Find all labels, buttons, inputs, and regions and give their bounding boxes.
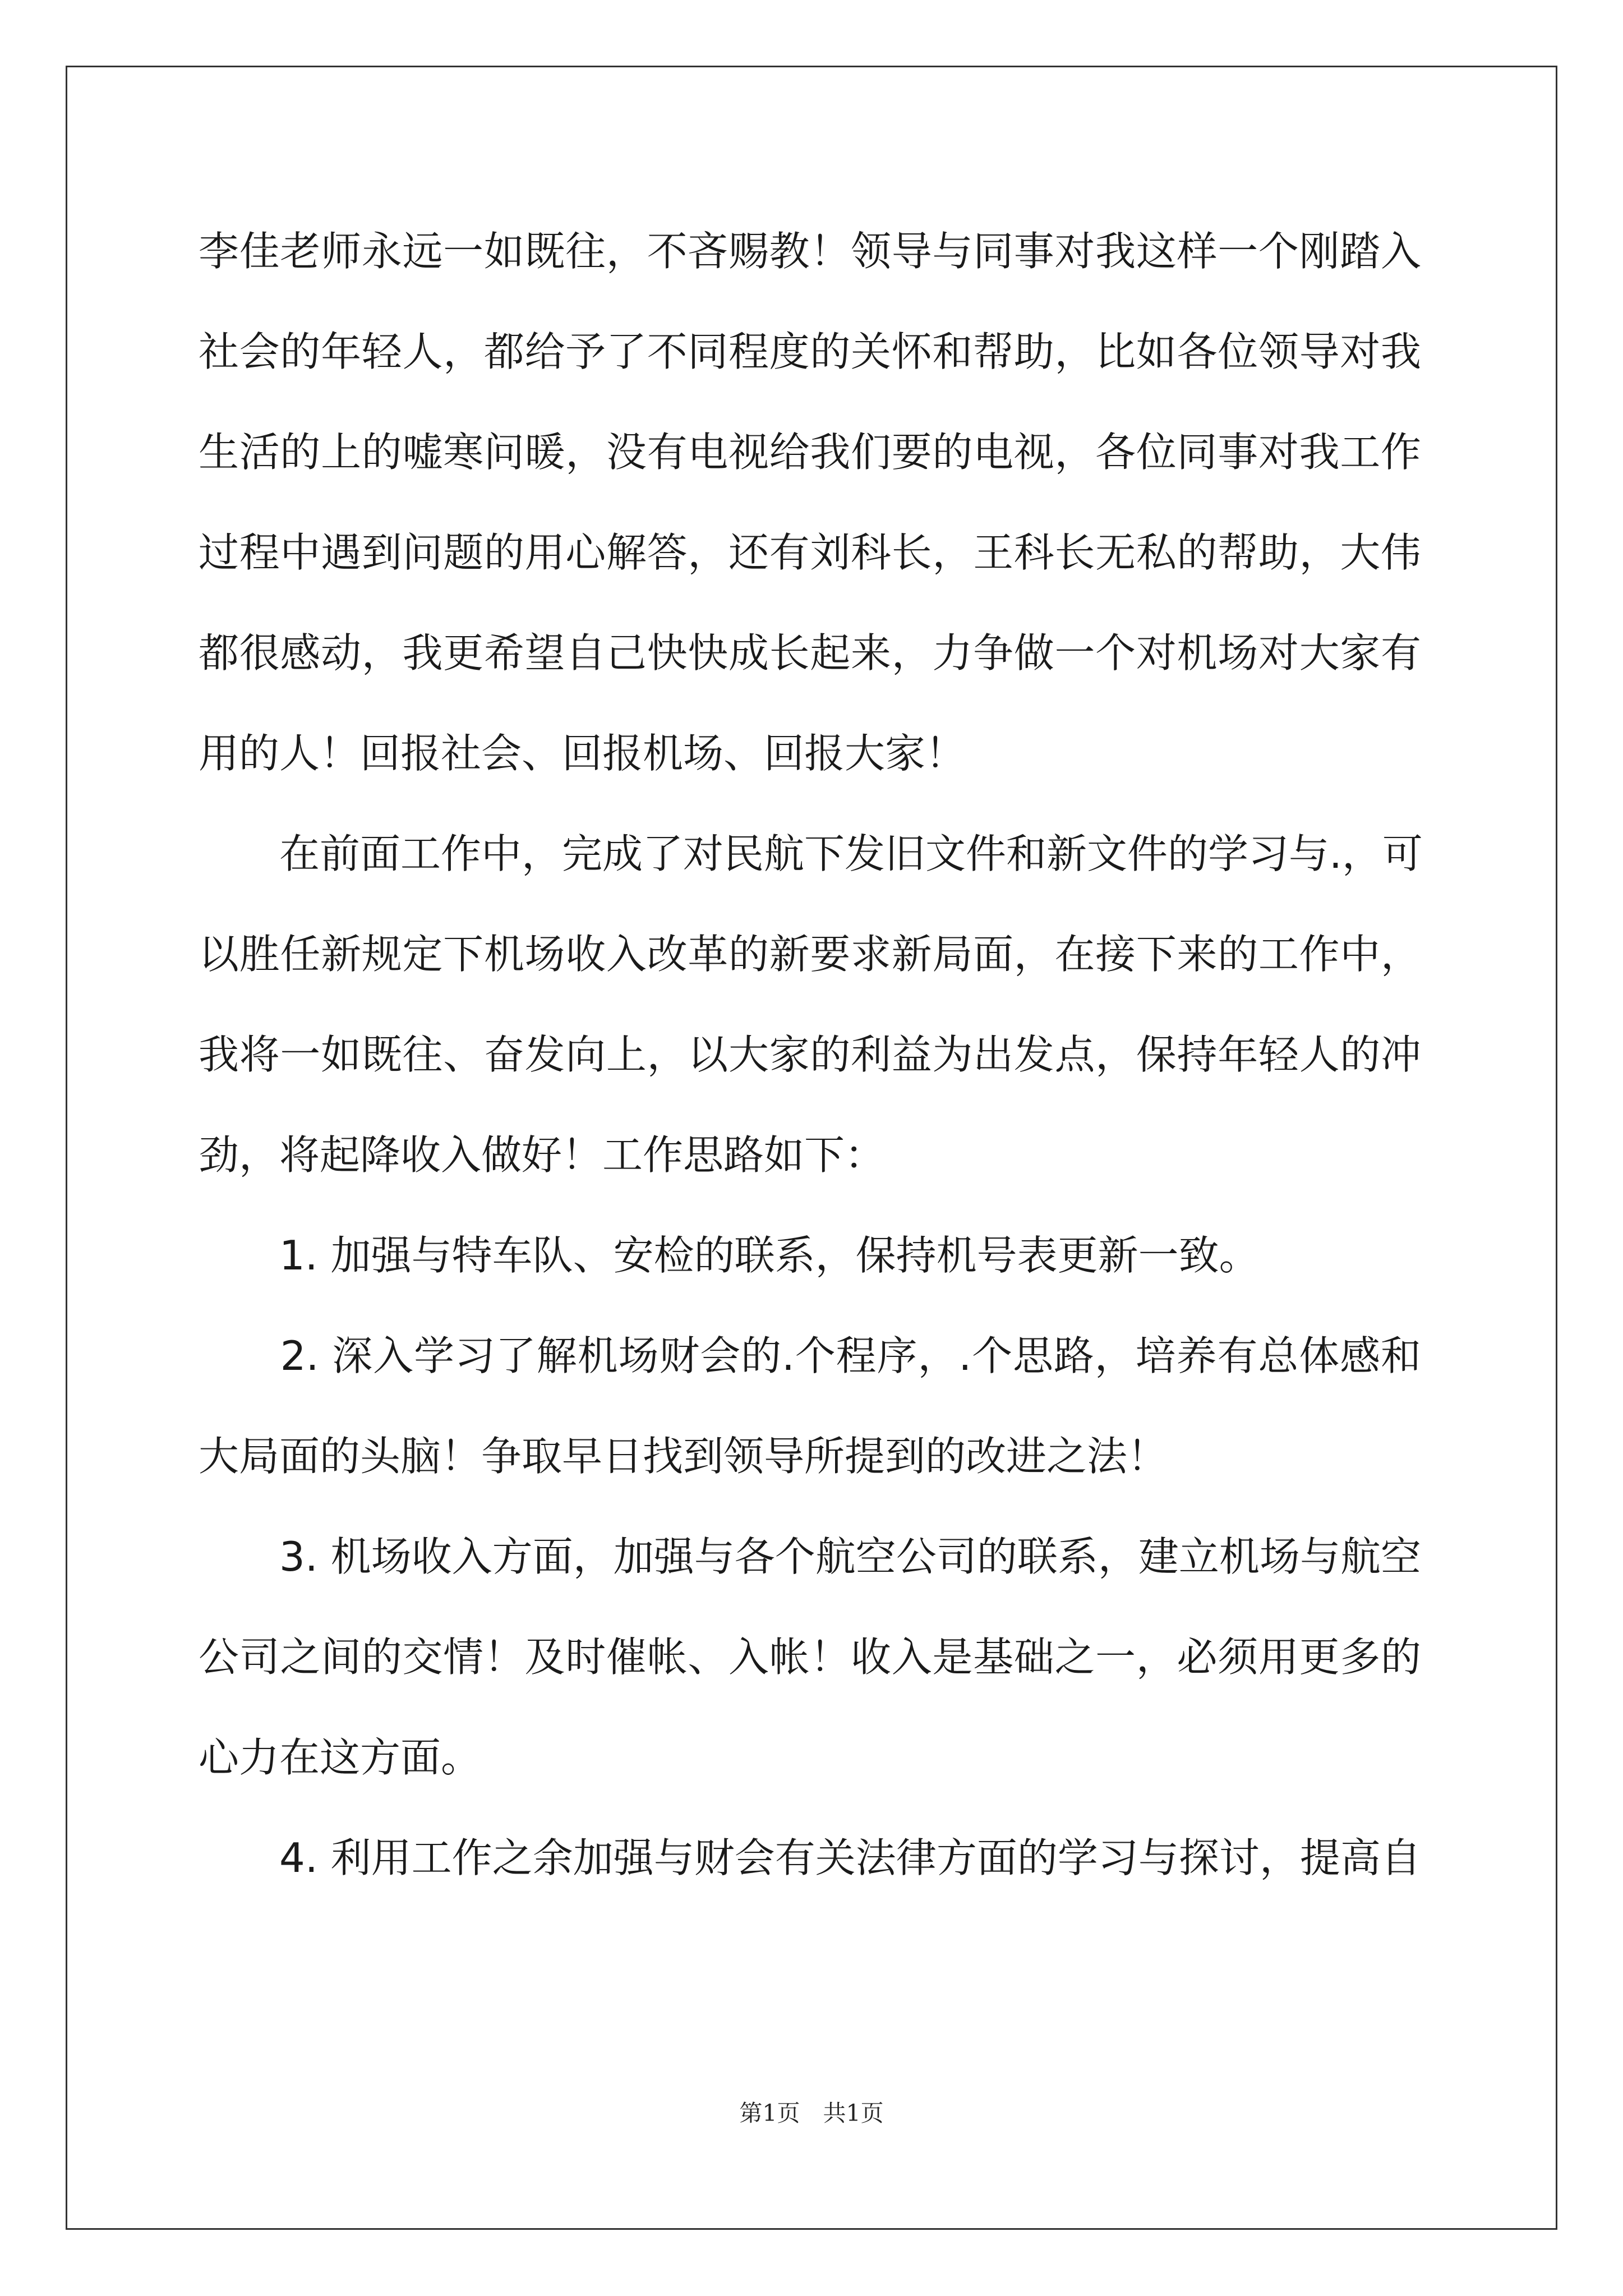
- text-line-5: 都很感动，我更希望自己快快成长起来，力争做一个对机场对大家有: [199, 629, 1421, 677]
- text-line-17: 4. 利用工作之余加强与财会有关法律方面的学习与探讨，提高自: [199, 1834, 1421, 1881]
- document-body: [199, 224, 1421, 1931]
- text-line-2: 社会的年轻人，都给予了不同程度的关怀和帮助，比如各位领导对我: [199, 328, 1421, 375]
- text-line-10: 劲，将起降收入做好！工作思路如下：: [199, 1131, 886, 1179]
- page-number-footer: 第1页 共1页: [739, 2100, 884, 2127]
- text-line-16: 心力在这方面。: [199, 1734, 482, 1781]
- text-line-15: 公司之间的交情！及时催帐、入帐！收入是基础之一，必须用更多的: [199, 1634, 1421, 1681]
- text-line-3: 生活的上的嘘寒问暖，没有电视给我们要的电视，各位同事对我工作: [199, 429, 1421, 476]
- text-line-8: 以胜任新规定下机场收入改革的新要求新局面，在接下来的工作中，: [199, 931, 1421, 978]
- text-line-14: 3. 机场收入方面，加强与各个航空公司的联系，建立机场与航空: [199, 1533, 1421, 1580]
- text-line-6: 用的人！回报社会、回报机场、回报大家！: [199, 730, 966, 777]
- text-line-13: 大局面的头脑！争取早日找到领导所提到的改进之法！: [199, 1433, 1168, 1480]
- text-line-7: 在前面工作中，完成了对民航下发旧文件和新文件的学习与.，可: [199, 830, 1423, 877]
- text-line-4: 过程中遇到问题的用心解答，还有刘科长，王科长无私的帮助，大伟: [199, 529, 1421, 576]
- text-line-11: 1. 加强与特车队、安检的联系，保持机号表更新一致。: [199, 1232, 1260, 1279]
- text-line-12: 2. 深入学习了解机场财会的.个程序，.个思路，培养有总体感和: [199, 1332, 1421, 1379]
- text-line-1: 李佳老师永远一如既往，不吝赐教！领导与同事对我这样一个刚踏入: [199, 228, 1421, 275]
- text-line-9: 我将一如既往、奋发向上，以大家的利益为出发点，保持年轻人的冲: [199, 1031, 1421, 1078]
